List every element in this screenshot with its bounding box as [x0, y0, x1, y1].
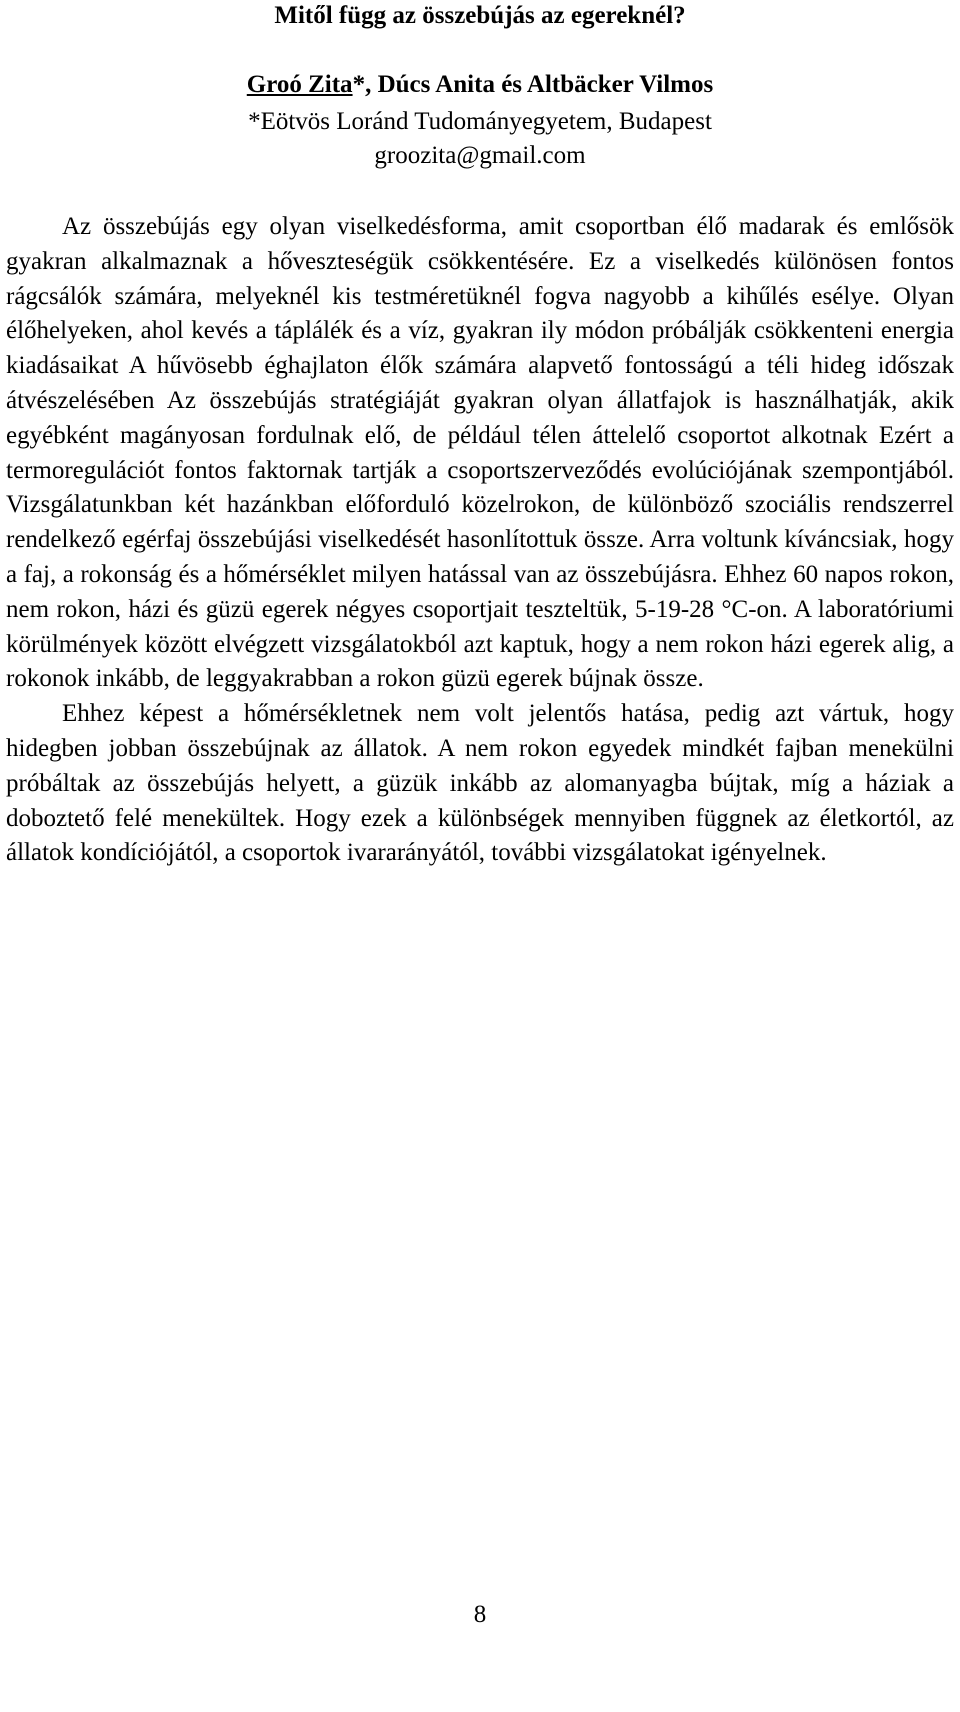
- page-number: 8: [473, 1601, 487, 1628]
- contact-email: groozita@gmail.com: [374, 142, 586, 169]
- paragraph-2: Ehhez képest a hőmérsékletnek nem volt jelentős hatása, pedig azt vártuk, hogy hidegben jobban összebújnak az állatok. A nem rokon egyedek mindkét fajban menekülni próbáltak az összebújás helyett, a güzük inkább az alomanyagba bújtak, míg a háziak a doboztető felé menekültek. Hogy ezek a különbségek mennyiben függnek az életkortól, az állatok kondíciójától, a csoportok ivararányától, további vizsgálatokat igényelnek.: [6, 700, 954, 867]
- page-title: Mitől függ az összebújás az egereknél?: [274, 2, 686, 29]
- abstract-body: [6, 210, 954, 871]
- author-list: [0, 69, 960, 101]
- first-author: Groó Zita: [246, 71, 353, 98]
- paragraph-1: Az összebújás egy olyan viselkedésforma, amit csoportban élő madarak és emlősök gyakran alkalmaznak a hőveszteségük csökkentésére. Ez a viselkedés különösen fontos rágcsálók számára, melyeknél kis testméretüknél fogva nagyobb a kihűlés esélye. Olyan élőhelyeken, ahol kevés a táplálék és a víz, gyakran ily módon próbálják csökkenteni energia kiadásaikat A hűvösebb éghajlaton élők számára alapvető fontosságú a téli hideg időszak átvészelésében Az összebújás stratégiáját gyakran olyan állatfajok is használhatják, akik egyébként magányosan fordulnak elő, de például télen áttelelő csoportot alkotnak Ezért a termoregulációt fontos faktornak tartják a csoportszerveződés evolúciójának szempontjából. Vizsgálatunkban két hazánkban előforduló közelrokon, de különböző szociális rendszerrel rendelkező egérfaj összebújási viselkedését hasonlítottuk össze. Arra voltunk kíváncsiak, hogy a faj, a rokonság és a hőmérséklet milyen hatással van az összebújásra. Ehhez 60 napos rokon, nem rokon, házi és güzü egerek négyes csoportjait teszteltük, 5-19-28 °C-on. A laboratóriumi körülmények között elvégzett vizsgálatokból azt kaptuk, hogy a nem rokon házi egerek alig, a rokonok inkább, de leggyakrabban a rokon güzü egerek bújnak össze.: [6, 213, 954, 693]
- other-authors: *, Dúcs Anita és Altbäcker Vilmos: [352, 71, 714, 98]
- affiliation: *Eötvös Loránd Tudományegyetem, Budapest: [248, 108, 712, 135]
